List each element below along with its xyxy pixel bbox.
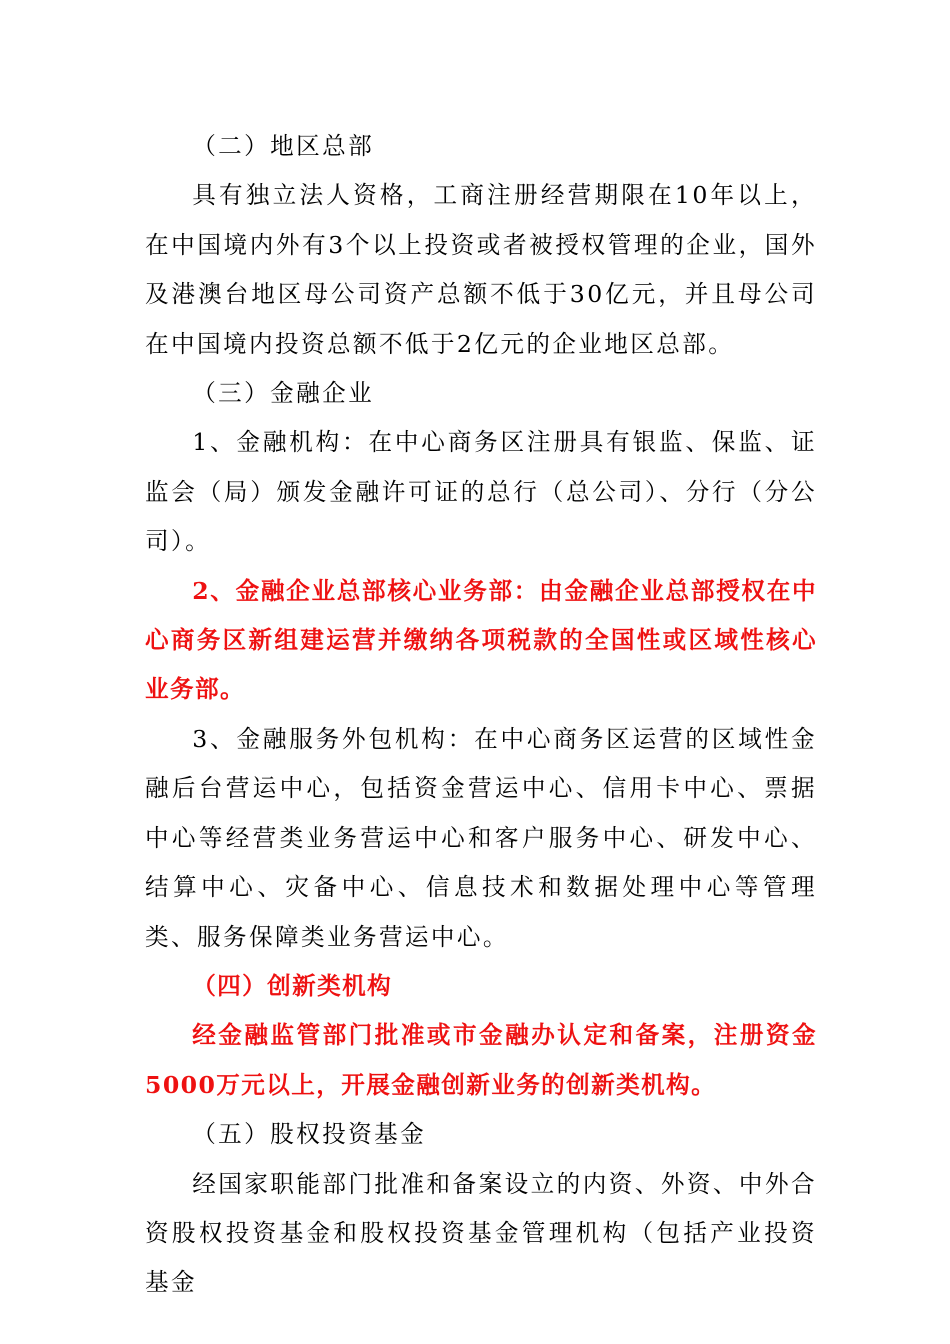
- section-heading-innovative-institutions: （四）创新类机构: [192, 971, 393, 1000]
- paragraph-regional-hq: 具有独立法人资格，工商注册经营期限在10年以上，在中国境内外有3个以上投资或者被授权管理的企业，国外及港澳台地区母公司资产总额不低于30亿元，并且母公司在中国境内投资总额不低于2亿元的企业地区总部。: [145, 181, 817, 358]
- paragraph-innovative-institutions: 经金融监管部门批准或市金融办认定和备案，注册资金5000万元以上，开展金融创新业务的创新类机构。: [145, 1021, 817, 1099]
- paragraph-equity-funds: 经国家职能部门批准和备案设立的内资、外资、中外合资股权投资基金和股权投资基金管理机构（包括产业投资基金: [145, 1169, 817, 1297]
- document-page: [145, 122, 817, 1308]
- section-heading-regional-hq: （二）地区总部: [192, 132, 375, 160]
- section-heading-equity-funds: （五）股权投资基金: [192, 1120, 427, 1149]
- paragraph-outsourcing-institutions: 3、金融服务外包机构：在中心商务区运营的区域性金融后台营运中心，包括资金营运中心、信用卡中心、票据中心等经营类业务营运中心和客户服务中心、研发中心、结算中心、灾备中心、信息技术和数据处理中心等管理类、服务保障类业务营运中心。: [145, 724, 817, 951]
- section-heading-financial-enterprises: （三）金融企业: [192, 379, 375, 408]
- paragraph-financial-institutions: 1、金融机构：在中心商务区注册具有银监、保监、证监会（局）颁发金融许可证的总行（总公司）、分行（分公司）。: [145, 428, 817, 556]
- paragraph-core-business-department: 2、金融企业总部核心业务部：由金融企业总部授权在中心商务区新组建运营并缴纳各项税款的全国性或区域性核心业务部。: [145, 576, 817, 704]
